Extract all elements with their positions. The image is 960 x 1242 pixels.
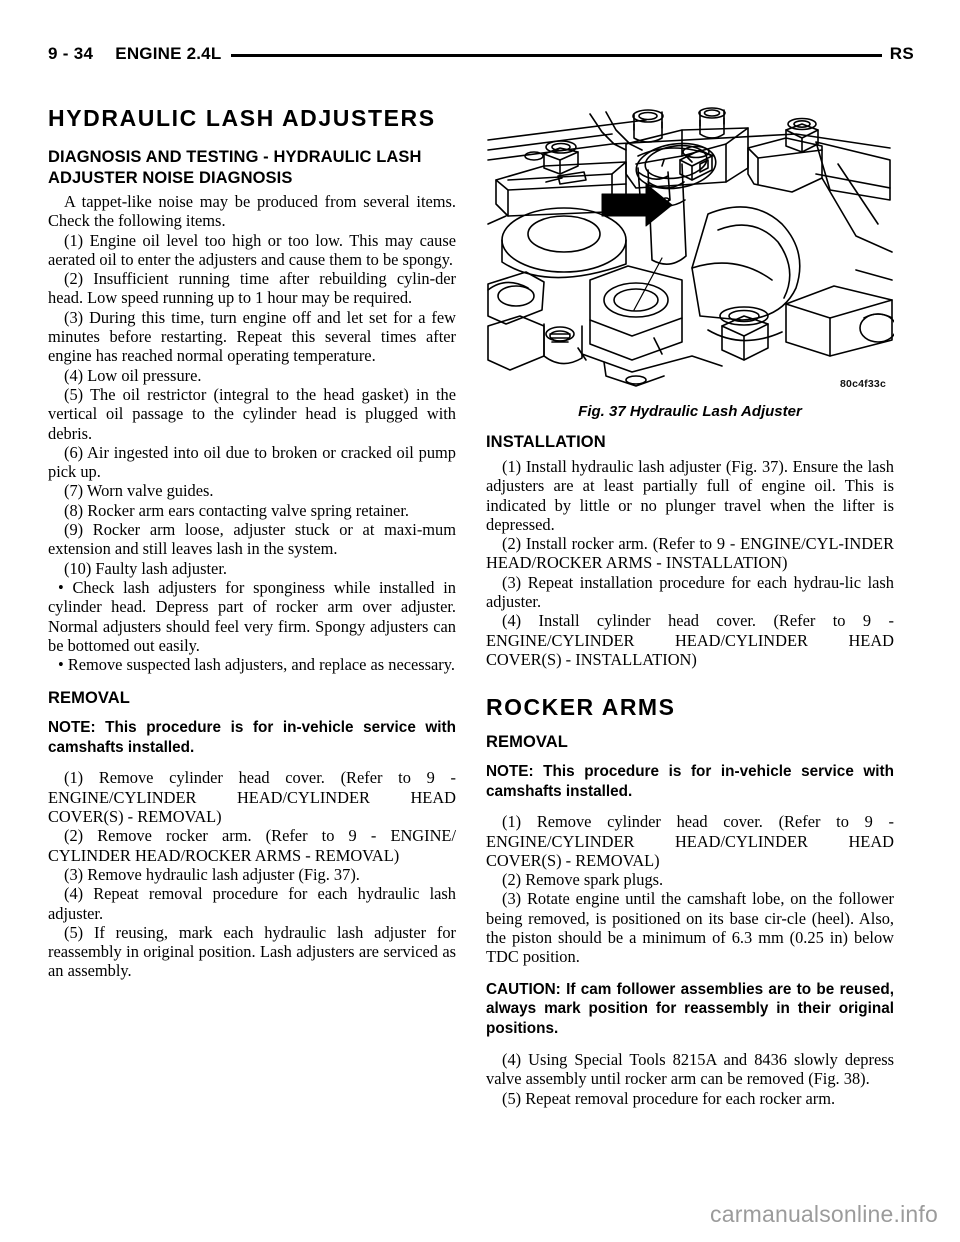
- diagnosis-bullet: • Remove suspected lash adjusters, and replace as necessary.: [58, 655, 455, 675]
- rocker-removal-step: (2) Remove spark plugs.: [502, 870, 664, 890]
- rocker-arms-title: ROCKER ARMS: [486, 694, 676, 721]
- diagnosis-heading: DIAGNOSIS AND TESTING - HYDRAULIC LASH ADJUSTER NOISE DIAGNOSIS: [48, 148, 422, 187]
- diagnosis-item: (6) Air ingested into oil due to broken or cracked oil pump pick up.: [48, 442, 456, 482]
- figure-caption: Fig. 37 Hydraulic Lash Adjuster: [578, 403, 802, 420]
- diagnosis-bullet: • Check lash adjusters for sponginess while installed in cylinder head. Depress part of rocker arm over adjuster. Normal adjusters should feel very firm. Spongy adjusters can be bottomed out easily.: [48, 577, 456, 655]
- diagnosis-item: (9) Rocker arm loose, adjuster stuck or at maxi-mum extension and still leaves lash in the system.: [48, 520, 456, 559]
- removal-step: (3) Remove hydraulic lash adjuster (Fig. 37).: [64, 864, 360, 884]
- rocker-removal-step: (3) Rotate engine until the camshaft lobe, on the follower being removed, is positioned on its base cir-cle (heel). Also, the piston should be a minimum of 6.3 mm (0.25 in) below TDC position.: [486, 889, 894, 967]
- removal-step: (1) Remove cylinder head cover. (Refer to 9 - ENGINE/CYLINDER HEAD/CYLINDER HEAD COVER(S) - REMOVAL): [48, 768, 456, 827]
- diagnosis-item: (8) Rocker arm ears contacting valve spring retainer.: [64, 500, 409, 520]
- right-column: [486, 104, 894, 1108]
- removal-step: (2) Remove rocker arm. (Refer to 9 - ENGINE/ CYLINDER HEAD/ROCKER ARMS - REMOVAL): [48, 826, 456, 865]
- diagnosis-intro: A tappet-like noise may be produced from several items. Check the following items.: [48, 192, 456, 231]
- caution-note: CAUTION: If cam follower assemblies are to be reused, always mark position for reassembly in their original positions.: [486, 980, 894, 1037]
- installation-step: (1) Install hydraulic lash adjuster (Fig. 37). Ensure the lash adjusters are at least partially full of engine oil. This is indicated by little or no plunger travel when the lifter is depressed.: [486, 457, 894, 534]
- rocker-removal-heading: REMOVAL: [486, 733, 568, 752]
- figure-illustration: [486, 104, 894, 396]
- section-title: ENGINE 2.4L: [115, 44, 222, 63]
- page-header: [48, 40, 914, 68]
- figure-37: [486, 104, 894, 422]
- header-rule: [231, 54, 881, 57]
- diagnosis-item: (5) The oil restrictor (integral to the head gasket) in the vertical oil passage to the cylinder head is plugged with debris.: [48, 384, 456, 443]
- diagnosis-item: (10) Faulty lash adjuster.: [64, 558, 227, 578]
- rocker-removal-note: NOTE: This procedure is for in-vehicle service with camshafts installed.: [486, 763, 894, 800]
- removal-step: (4) Repeat removal procedure for each hydraulic lash adjuster.: [48, 884, 456, 923]
- page-title: HYDRAULIC LASH ADJUSTERS: [48, 105, 436, 131]
- removal-heading: REMOVAL: [48, 689, 130, 708]
- removal-note: NOTE: This procedure is for in-vehicle service with camshafts installed.: [48, 719, 456, 756]
- figure-code: 80c4f33c: [840, 378, 886, 390]
- watermark: carmanualsonline.info: [710, 1201, 938, 1227]
- diagnosis-item: (3) During this time, turn engine off and let set for a few minutes before restarting. Repeat this several times after engine has reached normal operating temperature.: [48, 307, 456, 366]
- rocker-removal-step: (5) Repeat removal procedure for each rocker arm.: [502, 1088, 836, 1108]
- installation-heading: INSTALLATION: [486, 433, 606, 451]
- diagnosis-item: (1) Engine oil level too high or too low. This may cause aerated oil to enter the adjusters and cause them to be spongy.: [48, 230, 456, 269]
- brand-code: RS: [889, 44, 914, 63]
- installation-step: (3) Repeat installation procedure for each hydrau-lic lash adjuster.: [486, 572, 894, 612]
- diagnosis-item: (2) Insufficient running time after rebuilding cylin-der head. Low speed running up to 1 hour may be required.: [48, 269, 456, 308]
- left-column: [48, 104, 456, 981]
- installation-step: (2) Install rocker arm. (Refer to 9 - ENGINE/CYL-INDER HEAD/ROCKER ARMS - INSTALLATION): [486, 534, 894, 573]
- diagnosis-item: (4) Low oil pressure.: [64, 365, 202, 385]
- removal-step: (5) If reusing, mark each hydraulic lash adjuster for reassembly in original position. Lash adjusters are serviced as an assembly.: [48, 922, 456, 981]
- installation-step: (4) Install cylinder head cover. (Refer to 9 - ENGINE/CYLINDER HEAD/CYLINDER HEAD COVER(S) - INSTALLATION): [486, 611, 894, 669]
- rocker-removal-step: (4) Using Special Tools 8215A and 8436 slowly depress valve assembly until rocker arm can be removed (Fig. 38).: [486, 1050, 894, 1089]
- diagnosis-item: (7) Worn valve guides.: [64, 481, 214, 501]
- rocker-removal-step: (1) Remove cylinder head cover. (Refer to 9 - ENGINE/CYLINDER HEAD/CYLINDER HEAD COVER(S) - REMOVAL): [486, 812, 894, 870]
- page-number: 9 - 34: [48, 44, 94, 63]
